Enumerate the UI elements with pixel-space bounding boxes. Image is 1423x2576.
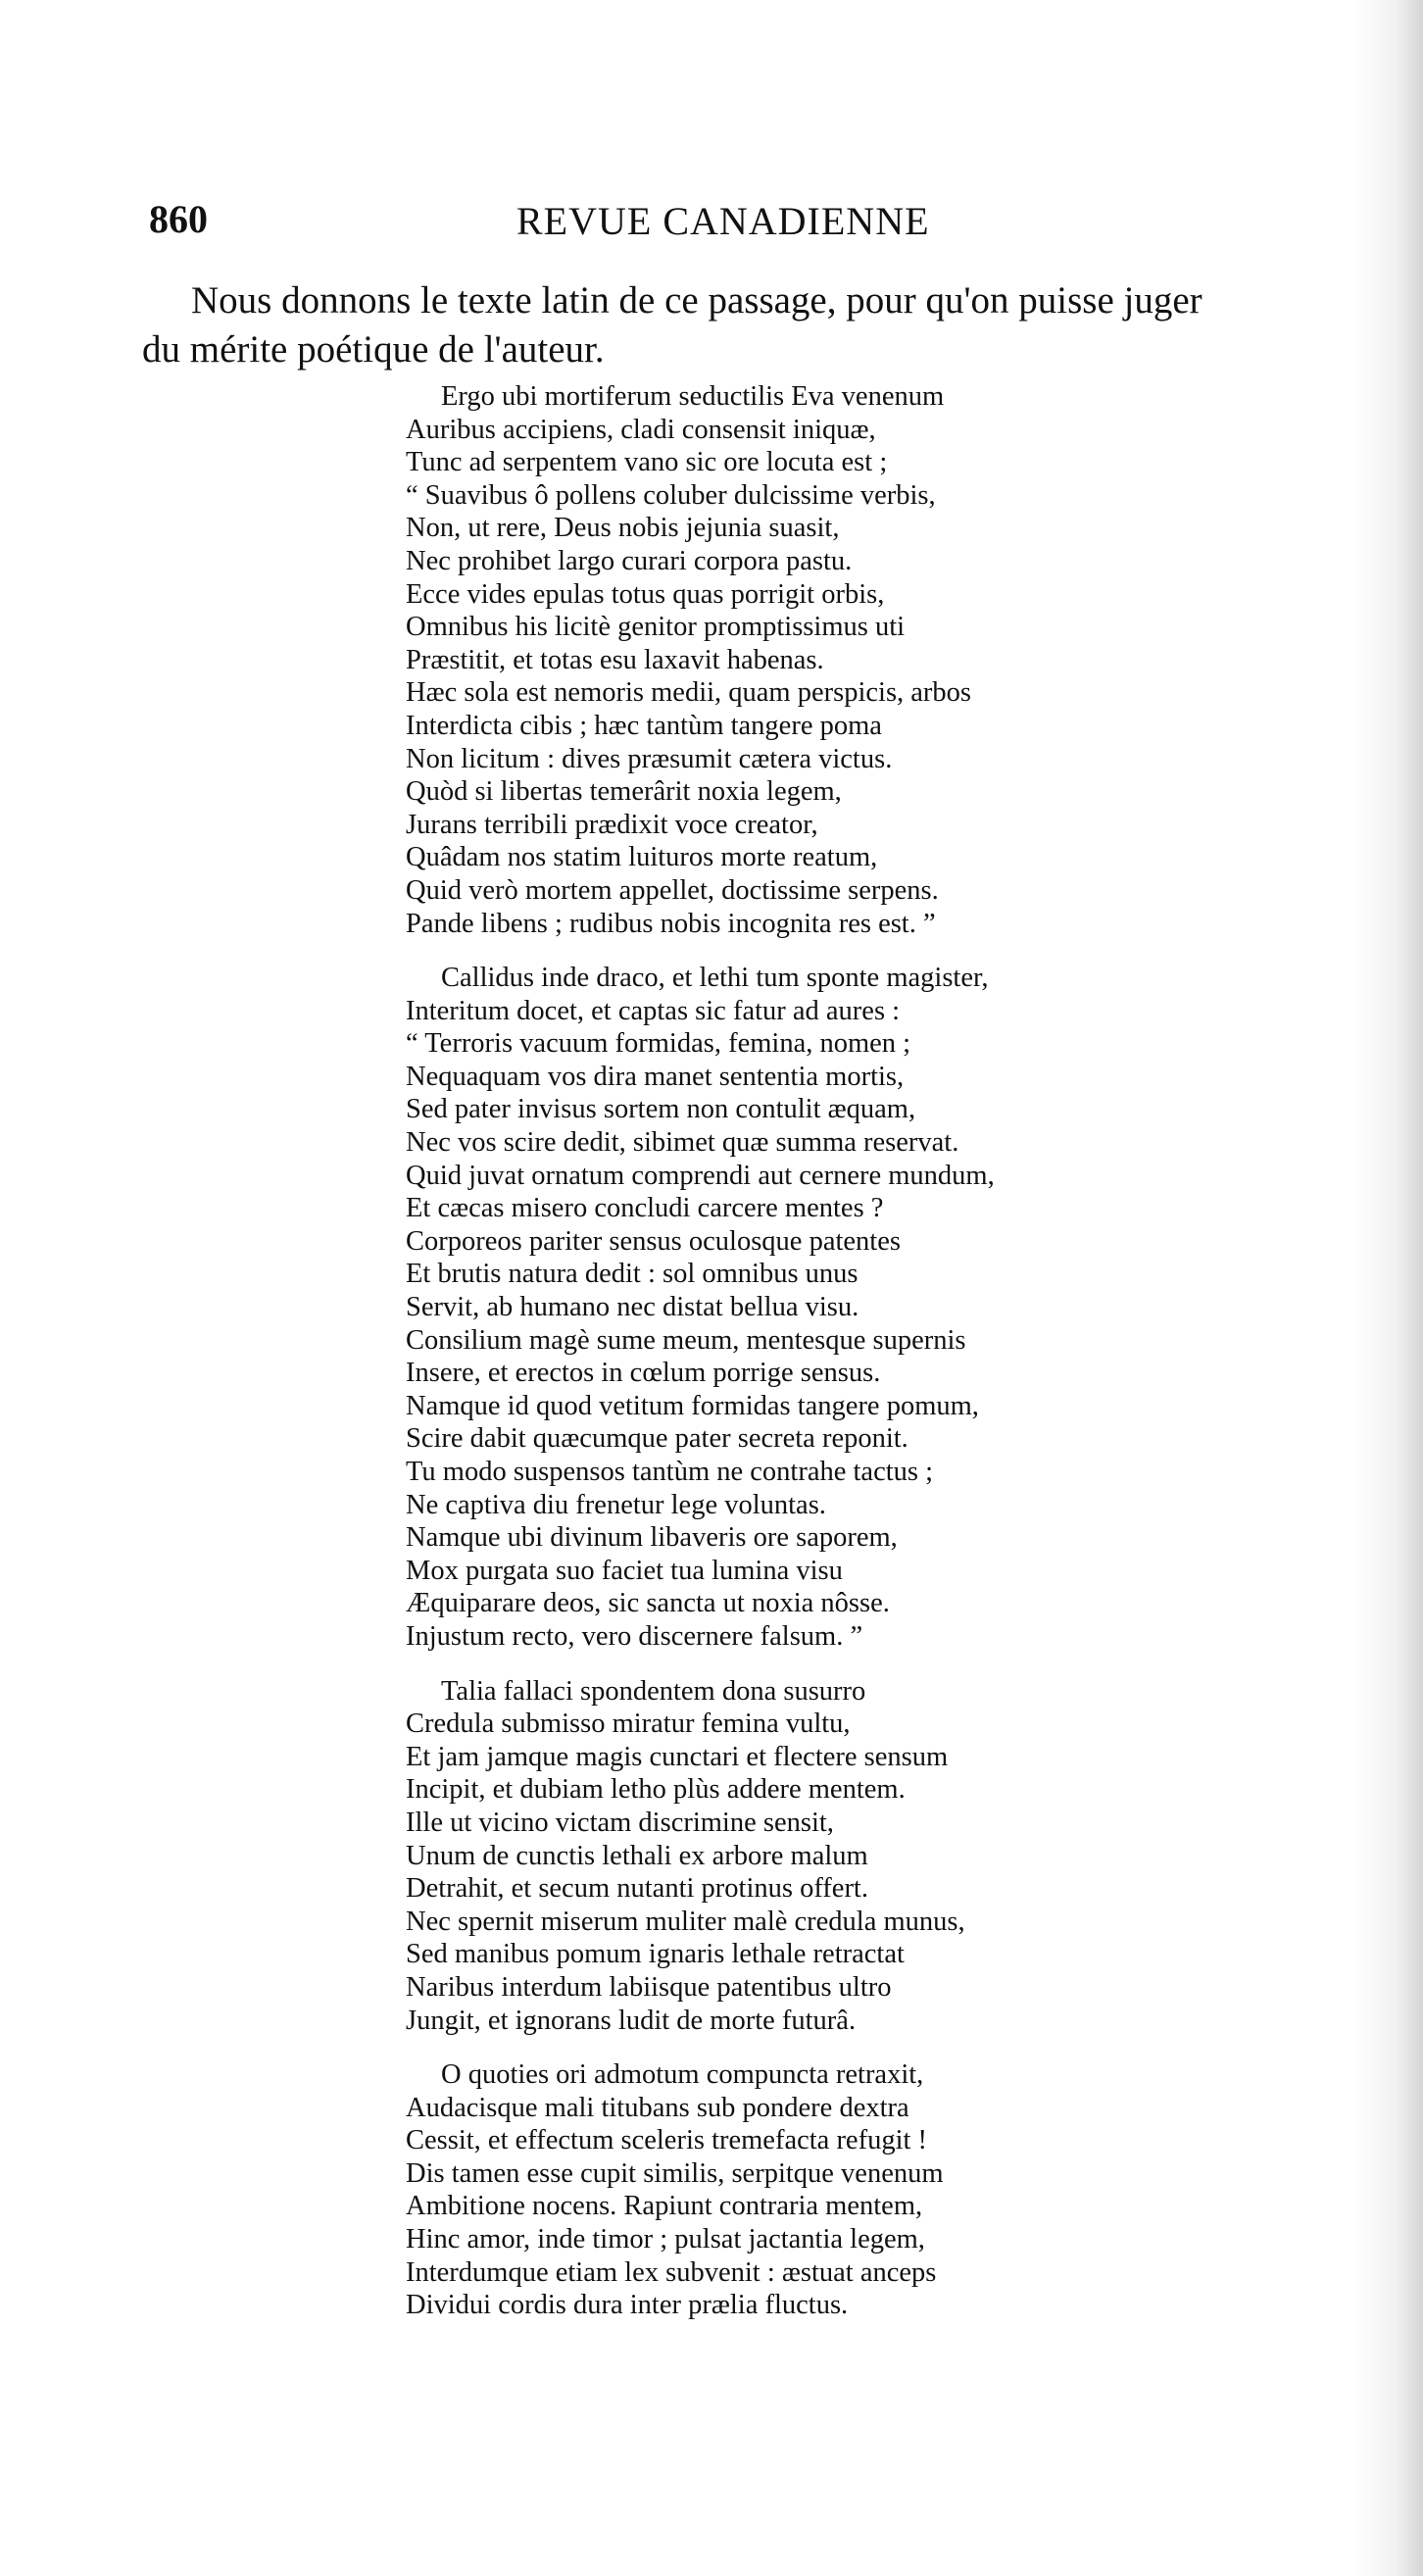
poem-verse: Unum de cunctis lethali ex arbore malum: [406, 1840, 868, 1871]
poem-verse: Quòd si libertas temerârit noxia legem,: [406, 776, 842, 808]
poem-verse: Naribus interdum labiisque patentibus ultro: [406, 1971, 892, 2003]
poem-verse: Nec vos scire dedit, sibimet quæ summa reservat.: [406, 1127, 959, 1159]
poem-verse: Quâdam nos statim luituros morte reatum,: [406, 842, 878, 873]
poem-verse: Sed pater invisus sortem non contulit æquam,: [406, 1094, 916, 1125]
poem-verse: Ecce vides epulas totus quas porrigit orbis,: [406, 578, 885, 610]
running-title: REVUE CANADIENNE: [516, 199, 930, 243]
poem-verse: Nequaquam vos dira manet sententia mortis,: [406, 1061, 905, 1092]
poem-verse: Præstitit, et totas esu laxavit habenas.: [406, 644, 824, 675]
poem-verse: Cessit, et effectum sceleris tremefacta refugit !: [406, 2125, 928, 2156]
intro-line: du mérite poétique de l'auteur.: [142, 328, 605, 371]
page-header: [149, 196, 1325, 255]
poem-verse: Insere, et erectos in cœlum porrige sensus.: [406, 1358, 881, 1389]
poem-verse: Et brutis natura dedit : sol omnibus unus: [406, 1259, 859, 1290]
poem-verse: Callidus inde draco, et lethi tum sponte magister,: [441, 963, 989, 994]
poem-verse: Hæc sola est nemoris medii, quam perspicis, arbos: [406, 677, 972, 709]
poem-stanza: [406, 2058, 1288, 2322]
poem-stanza: [406, 962, 1288, 1653]
poem-verse: Servit, ab humano nec distat bellua visu.: [406, 1292, 859, 1323]
poem-verse: Dividui cordis dura inter prælia fluctus.: [406, 2290, 849, 2321]
poem-verse: Et cæcas misero concludi carcere mentes ?: [406, 1193, 884, 1224]
poem-verse: Hinc amor, inde timor ; pulsat jactantia legem,: [406, 2224, 925, 2255]
poem-verse: Detrahit, et secum nutanti protinus offert.: [406, 1873, 868, 1905]
poem-verse: Interitum docet, et captas sic fatur ad aures :: [406, 995, 901, 1026]
poem-verse: Omnibus his licitè genitor promptissimus uti: [406, 612, 906, 643]
latin-poem: [406, 380, 1288, 2322]
poem-verse: Credula submisso miratur femina vultu,: [406, 1709, 851, 1740]
poem-verse: Et jam jamque magis cunctari et flectere sensum: [406, 1741, 949, 1772]
poem-verse: Quid juvat ornatum comprendi aut cernere mundum,: [406, 1160, 995, 1191]
poem-verse: Scire dabit quæcumque pater secreta reponit.: [406, 1423, 908, 1455]
poem-verse: Nec prohibet largo curari corpora pastu.: [406, 545, 853, 576]
poem-verse: Interdumque etiam lex subvenit : æstuat anceps: [406, 2256, 937, 2288]
poem-verse: Non, ut rere, Deus nobis jejunia suasit,: [406, 513, 840, 544]
page-number: 860: [149, 197, 208, 241]
poem-verse: Jurans terribili prædixit voce creator,: [406, 809, 818, 840]
poem-verse: Incipit, et dubiam letho plùs addere mentem.: [406, 1774, 906, 1806]
poem-verse: Corporeos pariter sensus oculosque patentes: [406, 1225, 901, 1257]
poem-verse: Ille ut vicino victam discrimine sensit,: [406, 1807, 834, 1838]
poem-verse: Sed manibus pomum ignaris lethale retractat: [406, 1939, 905, 1970]
intro-line: Nous donnons le texte latin de ce passage, pour qu'on puisse juger: [191, 279, 1202, 322]
intro-paragraph: [142, 276, 1343, 374]
poem-verse: Namque id quod vetitum formidas tangere pomum,: [406, 1390, 979, 1421]
poem-stanza: [406, 380, 1288, 940]
poem-verse: Tunc ad serpentem vano sic ore locuta est ;: [406, 447, 888, 478]
poem-verse: Æquiparare deos, sic sancta ut noxia nôsse.: [406, 1588, 890, 1619]
poem-verse: Mox purgata suo faciet tua lumina visu: [406, 1555, 843, 1586]
poem-stanza: [406, 1675, 1288, 2038]
poem-verse: Ergo ubi mortiferum seductilis Eva venenum: [441, 381, 945, 412]
poem-verse: Namque ubi divinum libaveris ore saporem,: [406, 1522, 898, 1554]
poem-verse: Audacisque mali titubans sub pondere dextra: [406, 2092, 909, 2123]
poem-verse: Interdicta cibis ; hæc tantùm tangere poma: [406, 710, 882, 741]
poem-verse: Consilium magè sume meum, mentesque supernis: [406, 1324, 966, 1356]
poem-verse: Ne captiva diu frenetur lege voluntas.: [406, 1489, 826, 1520]
poem-verse: Jungit, et ignorans ludit de morte futurâ.: [406, 2005, 857, 2036]
poem-verse: Talia fallaci spondentem dona susurro: [441, 1675, 866, 1707]
poem-verse: Dis tamen esse cupit similis, serpitque venenum: [406, 2157, 944, 2189]
poem-verse: Tu modo suspensos tantùm ne contrahe tactus ;: [406, 1457, 934, 1487]
poem-verse: “ Suavibus ô pollens coluber dulcissime verbis,: [406, 479, 936, 511]
poem-verse: Pande libens ; rudibus nobis incognita res est. ”: [406, 908, 936, 939]
poem-verse: Injustum recto, vero discernere falsum. ”: [406, 1620, 863, 1652]
poem-verse: Auribus accipiens, cladi consensit iniquæ,: [406, 414, 876, 445]
poem-verse: “ Terroris vacuum formidas, femina, nomen ;: [406, 1028, 911, 1060]
page-edge-shadow: [1354, 0, 1423, 2576]
poem-verse: Quid verò mortem appellet, doctissime serpens.: [406, 874, 939, 906]
poem-verse: O quoties ori admotum compuncta retraxit,: [441, 2059, 924, 2091]
poem-verse: Ambitione nocens. Rapiunt contraria mentem,: [406, 2191, 923, 2222]
poem-verse: Nec spernit miserum muliter malè credula munus,: [406, 1906, 965, 1937]
poem-verse: Non licitum : dives præsumit cætera victus.: [406, 743, 893, 774]
